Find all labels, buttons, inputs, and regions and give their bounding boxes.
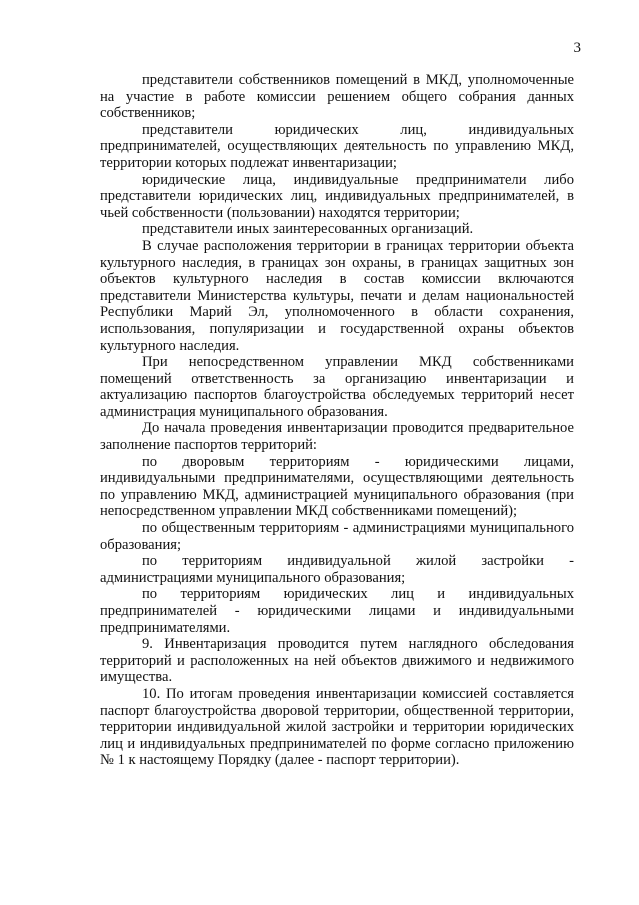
paragraph: представители юридических лиц, индивидуальных предпринимателей, осуществляющих деятельность по управлению МКД, территории которых подлежат инвентаризации;: [100, 121, 574, 171]
paragraph: юридические лица, индивидуальные предприниматели либо представители юридических лиц, индивидуальных предпринимателей, в чьей собственности (пользовании) находятся территории;: [100, 171, 574, 221]
paragraph: представители собственников помещений в МКД, уполномоченные на участие в работе комиссии решением общего собрания данных собственников;: [100, 72, 574, 122]
paragraph: по общественным территориям - администрациями муниципального образования;: [100, 520, 574, 553]
paragraph: При непосредственном управлении МКД собственниками помещений ответственность за организацию инвентаризации и актуализацию паспортов благоустройства обследуемых территорий несет администрация муниципального образования.: [100, 354, 574, 420]
paragraph: В случае расположения территории в границах территории объекта культурного наследия, в границах зон охраны, в границах защитных зон объектов культурного наследия в состав комиссии включаются представители Министерства культуры, печати и делам национальностей Республики Марий Эл, уполномоченного в области сохранения, использования, популяризации и государственной охраны объектов культурного наследия.: [100, 237, 574, 354]
document-body: [100, 72, 574, 769]
paragraph: представители иных заинтересованных организаций.: [142, 221, 474, 238]
paragraph: До начала проведения инвентаризации проводится предварительное заполнение паспортов территорий:: [100, 420, 574, 454]
paragraph: 10. По итогам проведения инвентаризации комиссией составляется паспорт благоустройства дворовой территории, общественной территории, территории индивидуальной жилой застройки и территории юридических лиц и индивидуальных предпринимателей по форме согласно приложению № 1 к настоящему Порядку (далее - паспорт территории).: [100, 685, 574, 769]
page-number: 3: [573, 40, 581, 56]
paragraph: по дворовым территориям - юридическими лицами, индивидуальными предпринимателями, осуществляющими деятельность по управлению МКД, администрацией муниципального образования (при непосредственном управлении МКД собственниками помещений);: [100, 453, 574, 520]
paragraph: по территориям юридических лиц и индивидуальных предпринимателей - юридическими лицами и индивидуальными предпринимателями.: [100, 586, 574, 636]
paragraph: 9. Инвентаризация проводится путем наглядного обследования территорий и расположенных на ней объектов движимого и недвижимого имущества.: [100, 636, 574, 686]
paragraph: по территориям индивидуальной жилой застройки - администрациями муниципального образования;: [100, 553, 574, 586]
